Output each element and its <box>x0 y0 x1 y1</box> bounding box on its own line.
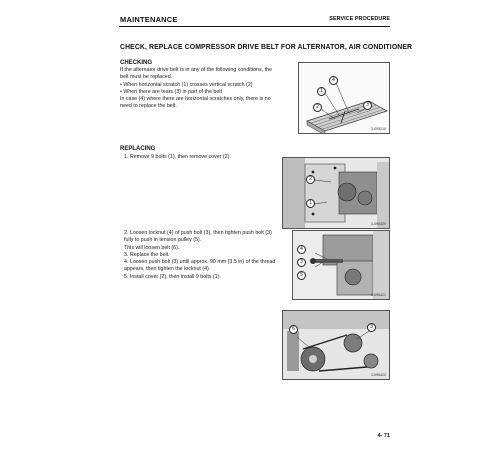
section-header: MAINTENANCE <box>120 15 178 24</box>
step-line: 2. Loosen locknut (4) of push bolt (3), then tighten push bolt (3) <box>124 230 272 236</box>
callout-5: 5 <box>297 271 306 280</box>
page-number: 4- 71 <box>377 433 390 439</box>
belt-wear-illustration <box>299 63 390 134</box>
replacing-steps <box>124 230 275 281</box>
step-line: fully to push in tension pulley (5). <box>124 237 202 244</box>
header-divider <box>119 26 390 27</box>
belt-wear-figure <box>298 62 390 134</box>
figure-code: 3-095422 <box>370 373 386 377</box>
figure-code: 3-095420 <box>370 222 386 226</box>
checking-line: • When horizontal scratch (1) crosses vertical scratch (2) <box>120 81 253 88</box>
belt-pulley-figure <box>282 310 390 380</box>
page-title: CHECK, REPLACE COMPRESSOR DRIVE BELT FOR ALTERNATOR, AIR CONDITIONER <box>120 44 413 51</box>
checking-line: need to replace the belt. <box>120 103 177 110</box>
checking-line: belt must be replaced. <box>120 74 173 81</box>
step-1: 1. Remove 9 bolts (1), then remove cover (2). <box>124 154 231 160</box>
checking-line: In case (4) where there are horizontal scratches only, there is no <box>120 96 271 103</box>
step-line: 3. Replace the belt. <box>124 251 170 258</box>
callout-2: 2 <box>313 103 322 112</box>
checking-line: If the alternator drive belt is in any of the following conditions, the <box>120 67 272 73</box>
push-bolt-figure <box>292 230 390 300</box>
checking-line: • When there are tears (3) in part of the belt <box>120 88 222 95</box>
cover-removal-illustration <box>283 158 390 229</box>
replacing-heading: REPLACING <box>120 146 156 152</box>
callout-3: 3 <box>367 323 376 332</box>
cover-removal-figure <box>282 157 390 229</box>
step-line: 5. Install cover (2), then install 9 bolts (1). <box>124 273 221 280</box>
procedure-header: SERVICE PROCEDURE <box>329 16 390 22</box>
callout-3: 3 <box>297 258 306 267</box>
step-line: This will loosen belt (6). <box>124 244 180 251</box>
callout-3: 3 <box>363 101 372 110</box>
checking-heading: CHECKING <box>120 60 153 66</box>
callout-1: 1 <box>317 87 326 96</box>
belt-pulley-illustration <box>283 311 390 380</box>
step-line: 4. Loosen push bolt (3) until approx. 90 mm (3.5 in) of the thread <box>124 259 276 266</box>
step-line: appears, then tighten the locknut (4). <box>124 266 211 273</box>
figure-code: 3-095210 <box>370 127 386 131</box>
callout-6: 6 <box>289 325 298 334</box>
callout-1: 1 <box>306 199 315 208</box>
figure-code: 3-095421 <box>370 293 386 297</box>
push-bolt-illustration <box>293 231 390 300</box>
callout-4: 4 <box>329 76 338 85</box>
callout-2: 2 <box>306 175 315 184</box>
callout-4: 4 <box>297 245 306 254</box>
checking-text <box>120 67 272 111</box>
